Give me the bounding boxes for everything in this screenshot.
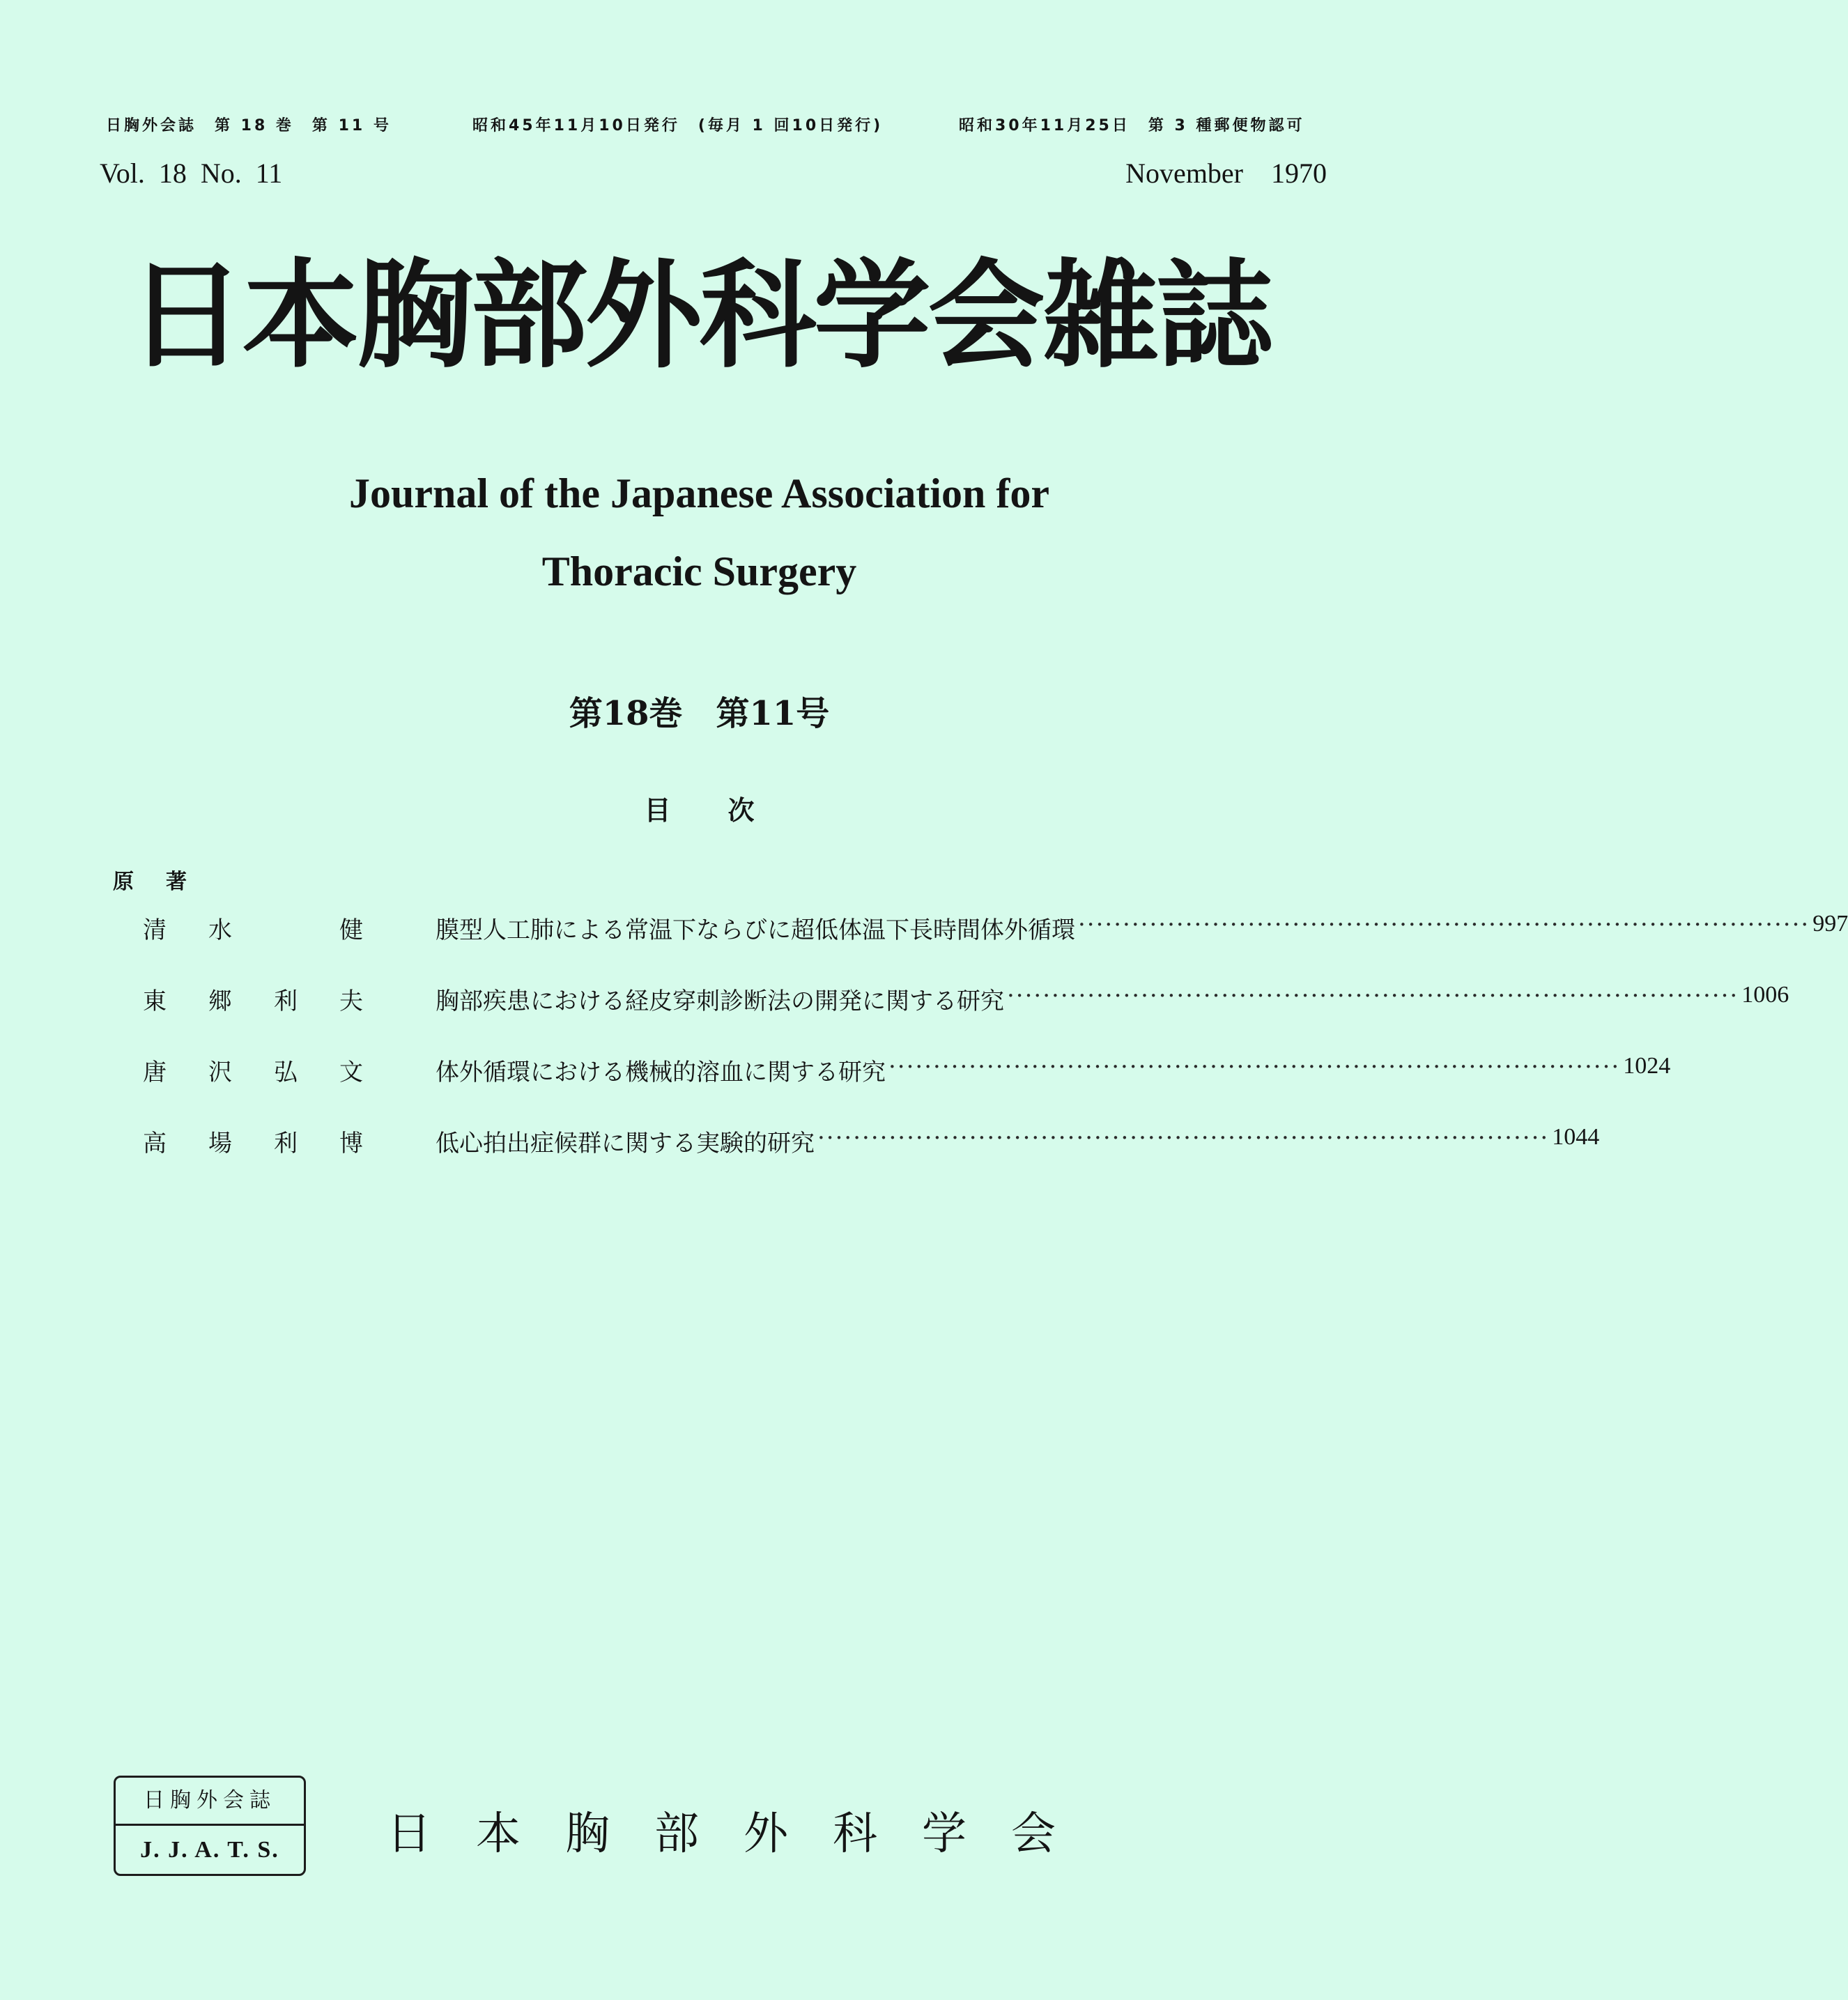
journal-title-english-line2: Thoracic Surgery <box>541 548 857 594</box>
author-char: 郷 <box>208 987 232 1015</box>
author-char: 東 <box>143 987 167 1015</box>
toc-page-number: 1024 <box>1623 1053 1671 1079</box>
toc-article-title: 低心拍出症候群に関する実験的研究 <box>436 1130 815 1157</box>
toc-list <box>143 911 1848 1195</box>
toc-heading: 目次 <box>644 795 812 826</box>
journal-abbreviation-stamp <box>114 1776 306 1876</box>
author-char: 水 <box>208 916 232 944</box>
toc-page-number: 1006 <box>1741 982 1789 1008</box>
toc-article-title: 胸部疾患における経皮穿刺診断法の開発に関する研究 <box>436 987 1004 1015</box>
dot-leader: ·················································································· <box>1078 911 1810 939</box>
journal-title-english-line1: Journal of the Japanese Association for <box>349 470 1049 516</box>
author-char: 健 <box>339 916 363 944</box>
author-char: 博 <box>339 1130 363 1157</box>
author-char: 高 <box>143 1130 167 1157</box>
author-char: 場 <box>208 1130 232 1157</box>
author-char: 利 <box>274 987 298 1015</box>
section-label-original-articles: 原著 <box>113 870 219 894</box>
issue-label: 第18巻 第11号 <box>569 694 830 733</box>
toc-author <box>143 1053 436 1087</box>
meta-postal-permit: 昭和30年11月25日 第 3 種郵便物認可 <box>959 117 1305 134</box>
toc-article-title: 膜型人工肺による常温下ならびに超低体温下長時間体外循環 <box>436 916 1075 944</box>
author-char <box>274 911 339 945</box>
author-char: 夫 <box>339 987 363 1015</box>
author-char: 沢 <box>208 1059 232 1086</box>
toc-entry[interactable] <box>143 982 1789 1053</box>
society-name: 日本胸部外科学会 <box>387 1808 1100 1860</box>
toc-entry[interactable] <box>143 1124 1600 1195</box>
author-char: 弘 <box>274 1059 298 1086</box>
toc-author <box>143 911 436 945</box>
author-char: 文 <box>339 1059 363 1086</box>
meta-journal-info: 日胸外会誌 第 18 巻 第 11 号 <box>106 117 392 134</box>
author-char: 利 <box>274 1130 298 1157</box>
toc-article-title: 体外循環における機械的溶血に関する研究 <box>436 1059 886 1086</box>
toc-author <box>143 1124 436 1158</box>
stamp-english-abbrev: J. J. A. T. S. <box>140 1837 279 1863</box>
meta-publication-date: 昭和45年11月10日発行 (毎月 1 回10日発行) <box>472 117 884 134</box>
toc-entry[interactable] <box>143 1053 1671 1124</box>
issue-date: November 1970 <box>1125 157 1327 189</box>
toc-page-number: 997 <box>1812 911 1848 937</box>
volume-number: Vol. 18 No. 11 <box>100 157 283 189</box>
author-char: 清 <box>143 916 167 944</box>
journal-title-english <box>0 454 1399 610</box>
author-char: 唐 <box>143 1059 167 1086</box>
journal-title-japanese: 日本胸部外科学会雑誌 <box>128 246 1271 384</box>
toc-entry[interactable] <box>143 911 1848 982</box>
toc-author <box>143 982 436 1016</box>
stamp-japanese-abbrev: 日胸外会誌 <box>116 1778 304 1826</box>
dot-leader: ·················································································· <box>888 1053 1621 1081</box>
dot-leader: ·················································································· <box>817 1124 1550 1152</box>
toc-page-number: 1044 <box>1552 1124 1600 1150</box>
dot-leader: ·················································································· <box>1007 982 1739 1010</box>
